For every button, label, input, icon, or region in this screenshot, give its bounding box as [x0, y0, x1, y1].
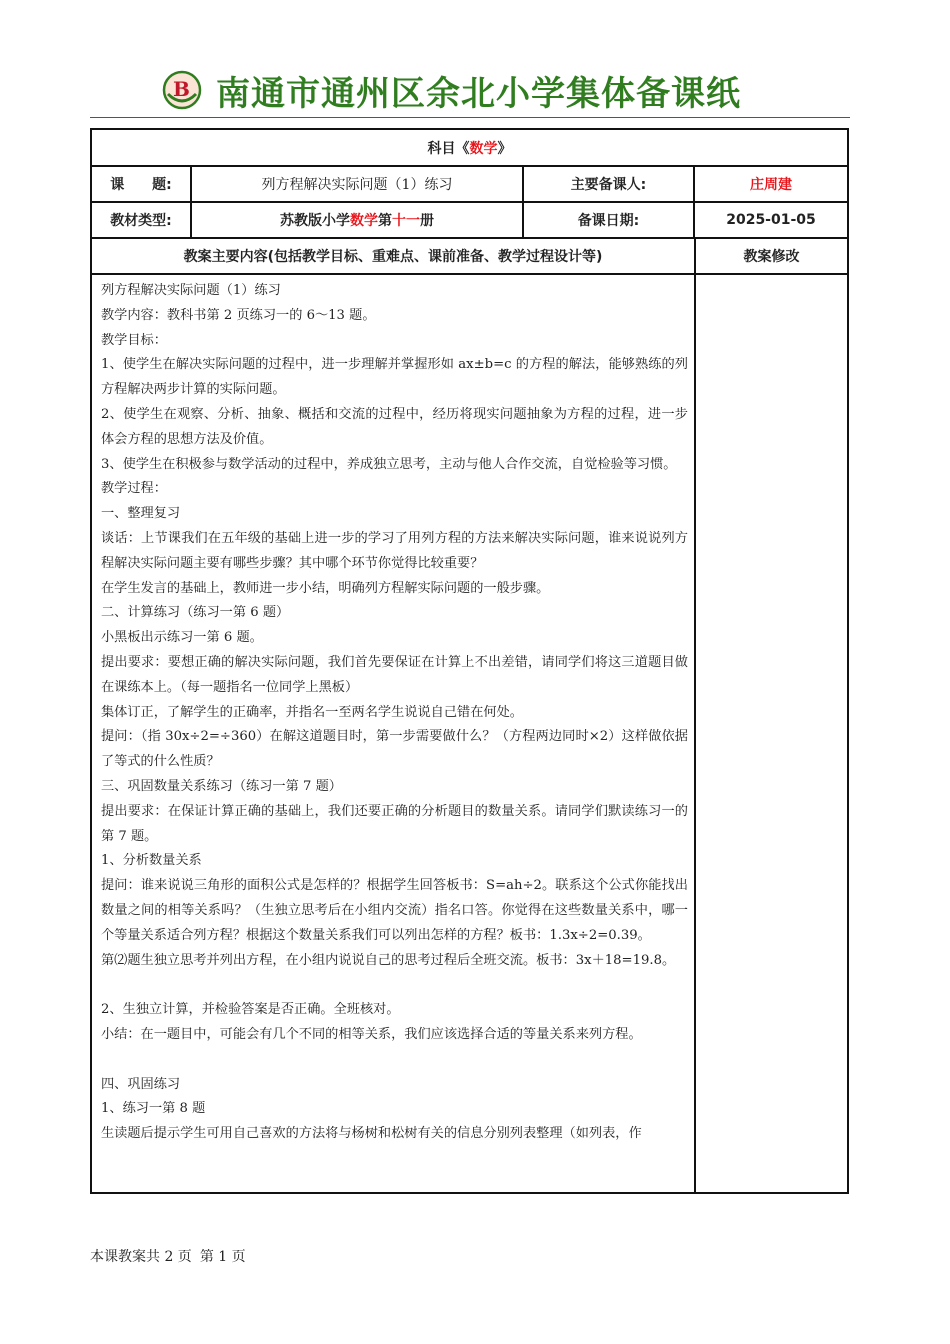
content-paragraph: 在学生发言的基础上，教师进一步小结，明确列方程解实际问题的一般步骤。: [101, 580, 550, 596]
prep-date: 2025-01-05: [726, 212, 816, 228]
page-footer: [90, 1246, 254, 1266]
topic-label: 课 题:: [92, 167, 192, 201]
textbook-mid: 第: [378, 213, 392, 229]
main-content-header: 教案主要内容(包括教学目标、重难点、课前准备、教学过程设计等): [92, 239, 696, 273]
date-label: 备课日期:: [524, 203, 695, 237]
textbook-prefix: 苏教版小学: [280, 213, 350, 229]
subject-prefix: 科目《: [427, 140, 470, 157]
content-paragraph: 列方程解决实际问题（1）练习: [101, 283, 281, 298]
content-paragraph: 二、计算练习（练习一第 6 题）: [101, 605, 290, 621]
content-paragraph: 1、练习一第 8 题: [101, 1101, 206, 1117]
content-paragraph: 1、分析数量关系: [101, 853, 202, 869]
lesson-plan-form: [90, 128, 849, 1194]
section-header-row: [92, 239, 847, 275]
page-number: 第 1 页: [199, 1249, 246, 1265]
content-paragraph: 提问：谁来说说三角形的面积公式是怎样的？根据学生回答板书：S=ah÷2。联系这个公式你能找出数量之间的相等关系吗？（生独立思考后在小组内交流）指名口答。你觉得在这些数量关系中，哪一个等量关系适合列方程？根据这个数量关系我们可以列出怎样的方程？板书：1.3x÷2=0.39。: [101, 878, 688, 943]
subject-suffix: 》: [497, 140, 512, 157]
content-paragraph: 教学内容：教科书第 2 页练习一的 6～13 题。: [101, 307, 376, 323]
textbook-row: [92, 203, 847, 239]
subject-row: [92, 130, 847, 167]
content-paragraph: 生读题后提示学生可用自己喜欢的方法将与杨树和松树有关的信息分别列表整理（如列表，作: [101, 1126, 642, 1142]
content-paragraph: 三、巩固数量关系练习（练习一第 7 题）: [101, 778, 342, 794]
subject-title: [92, 130, 847, 165]
content-paragraph: 1、使学生在解决实际问题的过程中，进一步理解并掌握形如 ax±b=c 的方程的解法，能够熟练的列方程解决两步计算的实际问题。: [101, 357, 688, 398]
content-paragraph: 提问：（指 30x÷2=÷360）在解这道题目时，第一步需要做什么？（方程两边同时×2）这样做依据了等式的什么性质？: [101, 729, 688, 770]
total-pages: 本课教案共 2 页: [90, 1249, 192, 1265]
textbook-subject: 数学: [350, 213, 378, 229]
page-header: [0, 64, 950, 120]
school-logo: [162, 70, 202, 110]
content-paragraph: 谈话：上节课我们在五年级的基础上进一步的学习了用列方程的方法来解决实际问题，谁来说说列方程解决实际问题主要有哪些步骤？其中哪个环节你觉得比较重要？: [101, 530, 688, 571]
preparer-name: 庄周建: [750, 177, 792, 193]
revision-header: 教案修改: [743, 249, 800, 265]
school-title: 南通市通州区余北小学集体备课纸: [216, 74, 741, 114]
content-paragraph: 教学过程：: [101, 481, 167, 497]
topic-row: [92, 167, 847, 203]
textbook-suffix: 册: [420, 213, 434, 229]
content-paragraph: 小结：在一题目中，可能会有几个不同的相等关系，我们应该选择合适的等量关系来列方程。: [101, 1026, 642, 1042]
content-paragraph: 2、使学生在观察、分析、抽象、概括和交流的过程中，经历将现实问题抽象为方程的过程，进一步体会方程的思想方法及价值。: [101, 406, 688, 447]
content-paragraph: 提出要求：要想正确的解决实际问题，我们首先要保证在计算上不出差错，请同学们将这三道题目做在课练本上。（每一题指名一位同学上黑板）: [101, 654, 688, 695]
content-paragraph: 教学目标：: [101, 332, 167, 348]
blank-line: [101, 1048, 688, 1073]
revision-cell: [696, 275, 847, 1192]
textbook-label: 教材类型:: [92, 203, 192, 237]
content-paragraph: 集体订正，了解学生的正确率，并指名一至两名学生说说自己错在何处。: [101, 704, 523, 720]
blank-line: [101, 973, 688, 998]
lesson-content-cell: [92, 275, 696, 1192]
content-paragraph: 2、生独立计算，并检验答案是否正确。全班核对。: [101, 1002, 400, 1018]
header-divider: [90, 117, 850, 118]
content-paragraph: 一、整理复习: [101, 506, 181, 522]
lesson-content-text: [92, 275, 694, 1147]
content-paragraph: 3、使学生在积极参与数学活动的过程中，养成独立思考，主动与他人合作交流，自觉检验等习惯。: [101, 456, 677, 472]
content-paragraph: 第⑵题生独立思考并列出方程，在小组内说说自己的思考过程后全班交流。板书：3x＋18=19.8。: [101, 952, 676, 968]
textbook-value: [192, 203, 524, 237]
svg-text:B: B: [173, 77, 190, 101]
textbook-volume: 十一: [392, 213, 420, 229]
content-paragraph: 小黑板出示练习一第 6 题。: [101, 630, 263, 646]
content-paragraph: 提出要求：在保证计算正确的基础上，我们还要正确的分析题目的数量关系。请同学们默读练习一的第 7 题。: [101, 803, 688, 844]
subject-name: 数学: [469, 140, 498, 157]
preparer-label: 主要备课人:: [524, 167, 695, 201]
topic-value: 列方程解决实际问题（1）练习: [192, 167, 524, 201]
content-paragraph: 四、巩固练习: [101, 1076, 181, 1092]
